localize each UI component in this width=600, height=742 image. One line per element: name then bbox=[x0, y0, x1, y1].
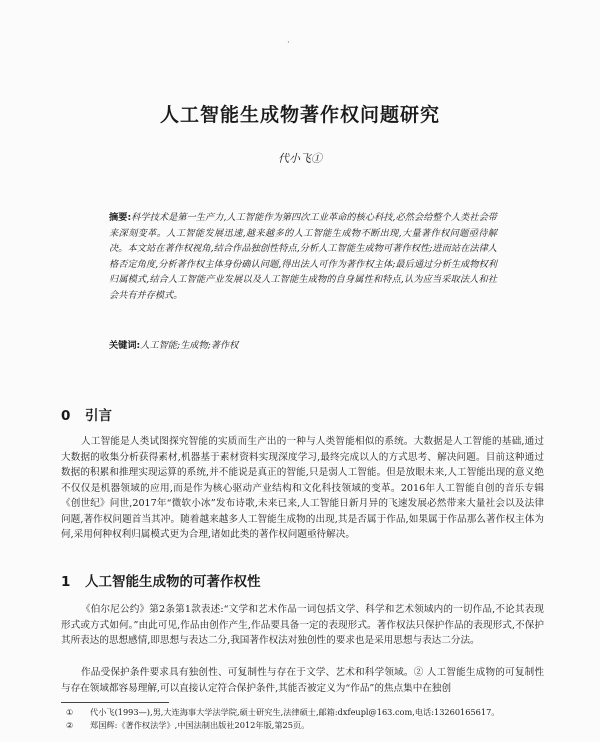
keywords-text: 人工智能;生成物;著作权 bbox=[140, 340, 239, 351]
author-name: 代小飞① bbox=[278, 152, 322, 165]
abstract-text: 科学技术是第一生产力,人工智能作为第四次工业革命的核心科技,必然会给整个人类社会带来深刻变革。人工智能发展迅速,越来越多的人工智能生成物不断出现,大量著作权问题亟待解决。本文站在著作权视角,结合作品独创性特点,分析人工智能生成物可著作权性;进而站在法律人格否定角度,分析著作权主体身份确认问题,得出法人可作为著作权主体;最后通过分析生成物权利归属模式,结合人工智能产业发展以及人工智能生成物的自身属性和特点,认为应当采取法人和社会共有并存模式。 bbox=[109, 212, 497, 301]
abstract-block bbox=[109, 210, 497, 304]
section1-paragraph-1: 《伯尔尼公约》第2条第1款表述:“文学和艺术作品一词包括文学、科学和艺术领域内的一切作品,不论其表现形式或方式如何。”由此可见,作品由创作产生,作品要具备一定的表现形式。著作权法只保护作品的表现形式,不保护其所表达的思想感情,即思想与表达二分,我国著作权法对独创性的要求也是采用思想与表达二分法。 bbox=[61, 604, 544, 646]
abstract-label: 摘要: bbox=[109, 212, 132, 223]
footnote bbox=[66, 706, 546, 719]
scan-speck: · bbox=[287, 38, 290, 48]
paper-title: 人工智能生成物著作权问题研究 bbox=[159, 104, 440, 126]
footnote-text: 郑国辉:《著作权法学》,中国法制出版社2012年版,第25页。 bbox=[90, 719, 310, 730]
footnote-number: ① bbox=[66, 707, 74, 717]
section-heading-1 bbox=[61, 570, 261, 590]
keywords-block bbox=[109, 337, 497, 351]
section1-paragraph-2: 作品受保护条件要求具有独创性、可复制性与存在于文学、艺术和科学领域。② 人工智能生成物的可复制性与存在领域都容易理解,可以直接认定符合保护条件,其能否被定义为“作品”的焦点集中在独创 bbox=[61, 667, 544, 694]
section-title: 引言 bbox=[85, 408, 112, 424]
section-title: 人工智能生成物的可著作权性 bbox=[85, 574, 261, 590]
footnote bbox=[66, 719, 546, 732]
footnote-text: 代小飞(1993—),男,大连海事大学法学院,硕士研究生,法律硕士,邮箱:dxfeupl@163.com,电话:13260165617。 bbox=[90, 707, 500, 717]
footnote-number: ② bbox=[66, 719, 74, 730]
intro-paragraph: 人工智能是人类试图探究智能的实质而生产出的一种与人类智能相似的系统。大数据是人工智能的基础,通过大数据的收集分析获得素材,机器基于素材资料实现深度学习,最终完成以人的方式思考、解决问题。目前这种通过数据的积累和推理实现运算的系统,并不能说是真正的智能,只是弱人工智能。但是放眼未来,人工智能出现的意义绝不仅仅是机器领域的应用,而是作为核心驱动产业结构和文化科技领域的变革。2016年人工智能自创的音乐专辑《创世纪》问世,2017年“微软小冰”发布诗歌,未来已来,人工智能日新月异的飞速发展必然带来大量社会以及法律问题,著作权问题首当其冲。随着越来越多人工智能生成物的出现,其是否属于作品,如果属于作品那么著作权主体为何,采用何种权利归属模式更为合理,诸如此类的著作权问题亟待解决。 bbox=[61, 436, 544, 540]
footnote-divider bbox=[61, 702, 169, 703]
footnotes bbox=[66, 706, 546, 731]
section-number: 1 bbox=[61, 574, 71, 590]
keywords-label: 关键词: bbox=[109, 340, 141, 351]
section-heading-intro bbox=[61, 404, 112, 424]
section-number: 0 bbox=[61, 408, 71, 424]
